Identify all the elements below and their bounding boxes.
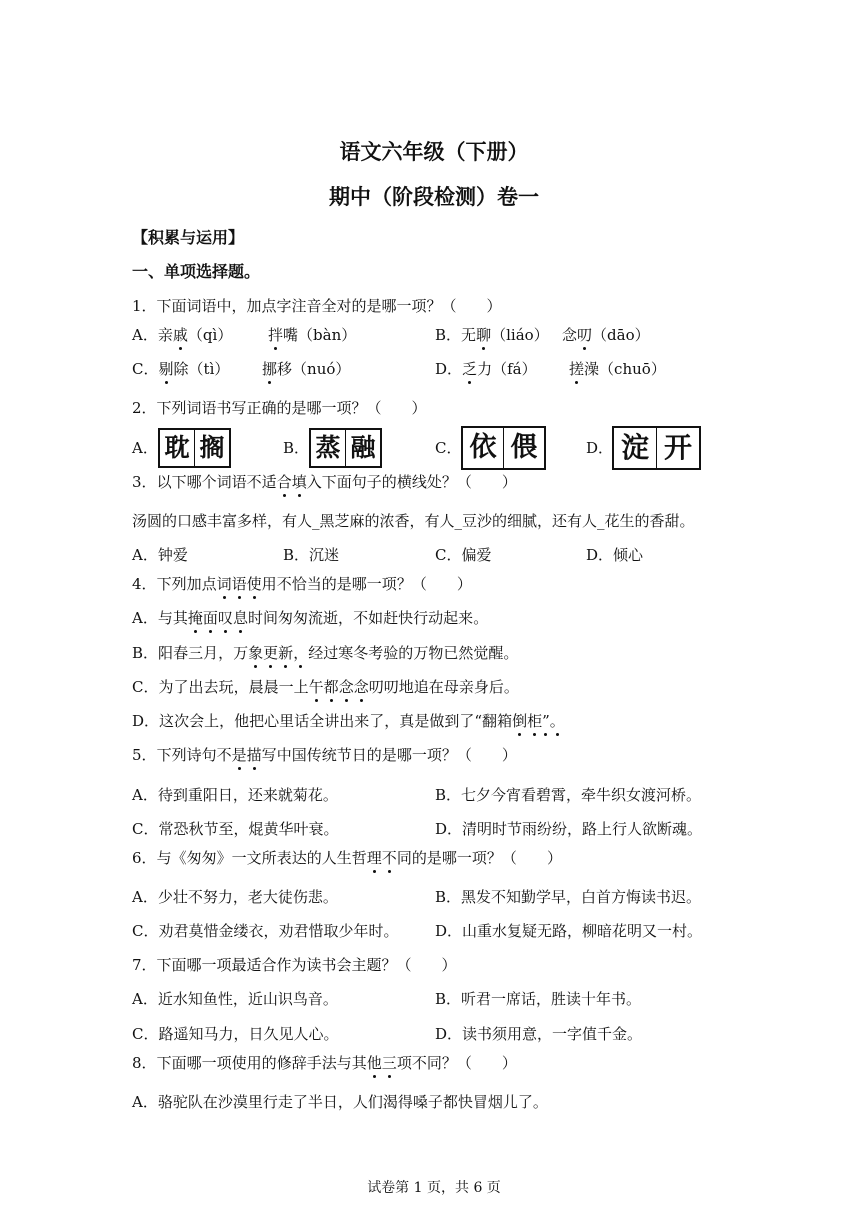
part-heading: 一、单项选择题。 [132,262,261,281]
q2-label-c: C． [435,439,462,457]
q6-stem: 6．与《匆匆》一文所表达的人生哲理不同的是哪一项？（ ） [132,849,562,867]
q2-option-c-box [461,426,546,470]
q1-option-d2: 搓澡（chuō） [569,360,666,378]
q1-option-b2: 念叨（dāo） [562,326,650,344]
q1-option-a2: 拌嘴（bàn） [268,326,357,344]
q6-option-a: A．少壮不努力，老大徒伤悲。 [132,888,338,906]
q5-option-c: C．常恐秋节至，焜黄华叶衰。 [132,820,339,838]
q2-label-a: A． [132,439,158,457]
q7-stem: 7．下面哪一项最适合作为读书会主题？（ ） [132,956,457,974]
q3-sentence: 汤圆的口感丰富多样，有人_黑芝麻的浓香，有人_豆沙的细腻，还有人_花生的香甜。 [132,512,695,530]
q1-option-a1: A．亲戚（qì） [132,326,233,344]
q2-c-char-1: 依 [463,428,504,468]
q5-option-a: A．待到重阳日，还来就菊花。 [132,786,338,804]
q2-label-d: D． [586,439,614,457]
q2-option-a-box [158,428,231,468]
q2-a-char-2: 搁 [199,433,225,462]
q2-stem: 2．下列词语书写正确的是哪一项？（ ） [132,399,427,417]
page-footer: 试卷第 1 页，共 6 页 [367,1180,501,1196]
q4-option-c: C．为了出去玩，晨晨一上午都念念叨叨地追在母亲身后。 [132,678,519,696]
q2-b-char-1: 蒸 [311,430,346,466]
q2-c-char-2: 偎 [510,432,538,463]
q4-option-a: A．与其掩面叹息时间匆匆流逝，不如赶快行动起来。 [132,609,489,627]
q1-option-c2: 挪移（nuó） [262,360,351,378]
q7-option-d: D．读书须用意，一字值千金。 [435,1025,643,1043]
q1-option-c1: C．剔除（tì） [132,360,230,378]
q2-option-b-box [309,428,382,468]
q2-label-b: B． [283,439,310,457]
q7-option-b: B．听君一席话，胜读十年书。 [435,990,642,1008]
q2-a-char-1: 耽 [160,430,195,466]
q6-option-d: D．山重水复疑无路，柳暗花明又一村。 [435,922,703,940]
q4-stem: 4．下列加点词语使用不恰当的是哪一项？（ ） [132,575,472,593]
q6-option-c: C．劝君莫惜金缕衣，劝君惜取少年时。 [132,922,399,940]
q5-option-b: B．七夕今宵看碧霄，牵牛织女渡河桥。 [435,786,702,804]
q1-option-b1: B．无聊（liáo） [435,326,549,344]
q3-option-a: A．钟爱 [132,546,188,564]
q2-d-char-2: 开 [663,431,692,464]
page-subtitle: 期中（阶段检测）卷一 [329,184,539,209]
q1-option-d1: D．乏力（fá） [435,360,537,378]
q2-d-char-1: 淀 [614,428,657,468]
q3-option-d: D．倾心 [586,546,644,564]
q4-option-b: B．阳春三月，万象更新，经过寒冬考验的万物已然觉醒。 [132,644,519,662]
q1-stem: 1．下面词语中，加点字注音全对的是哪一项？（ ） [132,297,502,315]
q5-stem: 5．下列诗句不是描写中国传统节日的是哪一项？（ ） [132,746,517,764]
q7-option-c: C．路遥知马力，日久见人心。 [132,1025,339,1043]
q6-option-b: B．黑发不知勤学早，白首方悔读书迟。 [435,888,702,906]
q3-stem: 3．以下哪个词语不适合填入下面句子的横线处？（ ） [132,473,517,491]
q7-option-a: A．近水知鱼性，近山识鸟音。 [132,990,338,1008]
q8-stem: 8．下面哪一项使用的修辞手法与其他三项不同？（ ） [132,1054,517,1072]
q5-option-d: D．清明时节雨纷纷，路上行人欲断魂。 [435,820,703,838]
q4-option-d: D．这次会上，他把心里话全讲出来了，真是做到了“翻箱倒柜”。 [132,712,565,730]
q8-option-a: A．骆驼队在沙漠里行走了半日，人们渴得嗓子都快冒烟儿了。 [132,1093,548,1111]
q3-option-b: B．沉迷 [283,546,340,564]
q3-option-c: C．偏爱 [435,546,492,564]
q2-b-char-2: 融 [350,433,376,462]
page-title: 语文六年级（下册） [339,139,529,164]
section-heading: 【积累与运用】 [132,228,245,247]
q2-option-d-box [612,426,701,470]
